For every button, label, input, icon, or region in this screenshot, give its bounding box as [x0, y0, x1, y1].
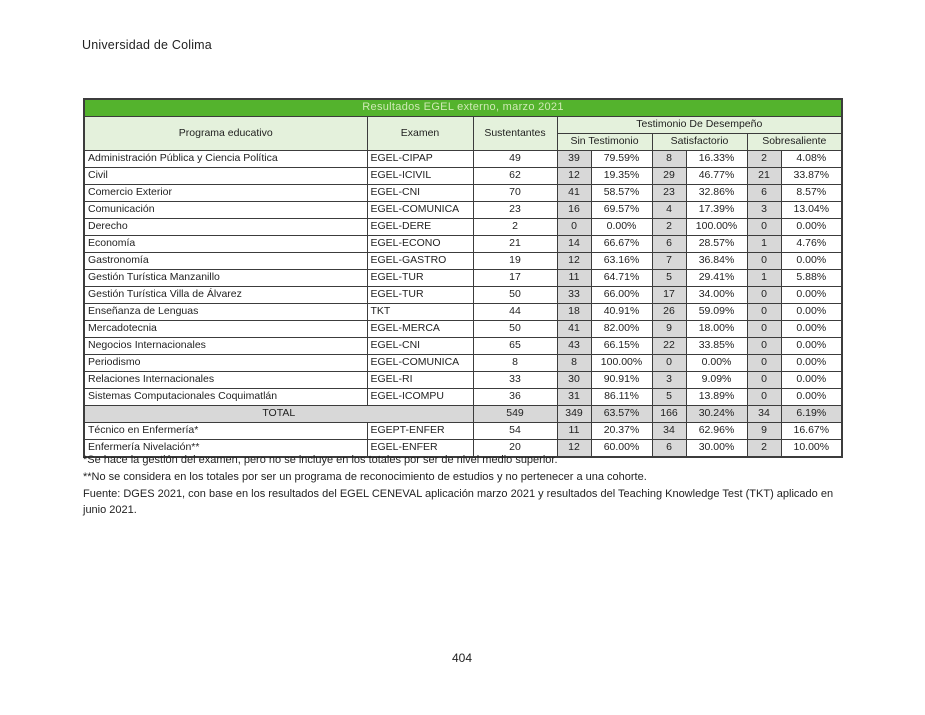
cell-sob-n: 2	[747, 151, 781, 168]
column-header-examen: Examen	[367, 117, 473, 151]
table-title: Resultados EGEL externo, marzo 2021	[84, 99, 842, 117]
cell-examen: TKT	[367, 304, 473, 321]
table-row	[84, 372, 842, 389]
cell-programa: Gestión Turística Manzanillo	[84, 270, 367, 287]
cell-sustentantes: 50	[473, 287, 557, 304]
cell-sat-n: 2	[652, 219, 686, 236]
cell-st-n: 31	[557, 389, 591, 406]
cell-sob-pct: 4.08%	[781, 151, 842, 168]
cell-sustentantes: 17	[473, 270, 557, 287]
cell-sustentantes: 20	[473, 440, 557, 458]
cell-sob-n: 0	[747, 253, 781, 270]
table-row	[84, 355, 842, 372]
cell-examen: EGEL-COMUNICA	[367, 202, 473, 219]
cell-sat-n: 6	[652, 236, 686, 253]
cell-examen: EGEL-ICOMPU	[367, 389, 473, 406]
cell-sob-n: 6	[747, 185, 781, 202]
cell-sat-n: 23	[652, 185, 686, 202]
cell-sob-n: 0	[747, 287, 781, 304]
cell-sat-n: 3	[652, 372, 686, 389]
table-header	[84, 99, 842, 151]
cell-sat-pct: 33.85%	[686, 338, 747, 355]
cell-st-n: 0	[557, 219, 591, 236]
cell-st-pct: 79.59%	[591, 151, 652, 168]
cell-sob-n: 0	[747, 389, 781, 406]
cell-examen: EGEL-ICIVIL	[367, 168, 473, 185]
cell-st-n: 41	[557, 185, 591, 202]
cell-programa: Enseñanza de Lenguas	[84, 304, 367, 321]
cell-sat-n: 6	[652, 440, 686, 458]
cell-programa: Periodismo	[84, 355, 367, 372]
cell-sustentantes: 54	[473, 423, 557, 440]
cell-programa: Sistemas Computacionales Coquimatlán	[84, 389, 367, 406]
cell-st-pct: 90.91%	[591, 372, 652, 389]
cell-sat-n: 0	[652, 355, 686, 372]
cell-sob-n: 9	[747, 423, 781, 440]
cell-examen: EGEL-DERE	[367, 219, 473, 236]
cell-sat-n: 7	[652, 253, 686, 270]
cell-sustentantes: 23	[473, 202, 557, 219]
total-cell-st-n: 349	[557, 406, 591, 423]
cell-st-pct: 58.57%	[591, 185, 652, 202]
cell-sob-pct: 0.00%	[781, 321, 842, 338]
table-row	[84, 219, 842, 236]
cell-programa: Técnico en Enfermería*	[84, 423, 367, 440]
table-row	[84, 168, 842, 185]
cell-sat-n: 29	[652, 168, 686, 185]
total-row	[84, 406, 842, 423]
cell-st-pct: 40.91%	[591, 304, 652, 321]
cell-sob-pct: 0.00%	[781, 304, 842, 321]
cell-st-pct: 64.71%	[591, 270, 652, 287]
cell-sat-pct: 17.39%	[686, 202, 747, 219]
cell-sob-pct: 0.00%	[781, 219, 842, 236]
table-row	[84, 287, 842, 304]
cell-sat-pct: 18.00%	[686, 321, 747, 338]
cell-sat-pct: 16.33%	[686, 151, 747, 168]
cell-sat-pct: 36.84%	[686, 253, 747, 270]
cell-sat-pct: 46.77%	[686, 168, 747, 185]
cell-sustentantes: 49	[473, 151, 557, 168]
cell-st-n: 14	[557, 236, 591, 253]
cell-sustentantes: 70	[473, 185, 557, 202]
cell-sob-pct: 8.57%	[781, 185, 842, 202]
table-row	[84, 389, 842, 406]
cell-examen: EGEL-COMUNICA	[367, 355, 473, 372]
cell-sob-pct: 16.67%	[781, 423, 842, 440]
table-row	[84, 270, 842, 287]
cell-programa: Comunicación	[84, 202, 367, 219]
table-row	[84, 185, 842, 202]
cell-sat-pct: 100.00%	[686, 219, 747, 236]
document-header: Universidad de Colima	[82, 38, 212, 52]
cell-sob-n: 2	[747, 440, 781, 458]
cell-st-pct: 20.37%	[591, 423, 652, 440]
cell-sob-pct: 13.04%	[781, 202, 842, 219]
cell-sat-pct: 28.57%	[686, 236, 747, 253]
cell-sustentantes: 2	[473, 219, 557, 236]
total-label: TOTAL	[84, 406, 473, 423]
cell-sustentantes: 44	[473, 304, 557, 321]
cell-programa: Civil	[84, 168, 367, 185]
cell-examen: EGEL-MERCA	[367, 321, 473, 338]
cell-sat-n: 22	[652, 338, 686, 355]
cell-sat-n: 26	[652, 304, 686, 321]
cell-programa: Mercadotecnia	[84, 321, 367, 338]
cell-examen: EGEL-ECONO	[367, 236, 473, 253]
cell-sob-n: 3	[747, 202, 781, 219]
cell-sat-n: 17	[652, 287, 686, 304]
total-cell-sustentantes: 549	[473, 406, 557, 423]
page-number: 404	[451, 651, 473, 665]
cell-programa: Gestión Turística Villa de Álvarez	[84, 287, 367, 304]
cell-sat-pct: 62.96%	[686, 423, 747, 440]
column-header-sin-testimonio: Sin Testimonio	[557, 134, 652, 151]
cell-st-pct: 82.00%	[591, 321, 652, 338]
table-row	[84, 304, 842, 321]
cell-st-pct: 66.00%	[591, 287, 652, 304]
cell-sob-n: 0	[747, 372, 781, 389]
cell-sustentantes: 19	[473, 253, 557, 270]
cell-st-pct: 100.00%	[591, 355, 652, 372]
cell-sat-pct: 9.09%	[686, 372, 747, 389]
cell-st-n: 12	[557, 168, 591, 185]
cell-st-pct: 19.35%	[591, 168, 652, 185]
total-cell-sat-pct: 30.24%	[686, 406, 747, 423]
footnote-2: **No se considera en los totales por ser un programa de reconocimiento de estudios y no pertenecer a una cohorte.	[83, 471, 647, 483]
table-row	[84, 253, 842, 270]
cell-sob-n: 1	[747, 270, 781, 287]
cell-sob-n: 0	[747, 304, 781, 321]
cell-st-pct: 66.67%	[591, 236, 652, 253]
cell-sob-pct: 4.76%	[781, 236, 842, 253]
cell-sustentantes: 36	[473, 389, 557, 406]
cell-st-n: 8	[557, 355, 591, 372]
column-header-programa: Programa educativo	[84, 117, 367, 151]
cell-programa: Negocios Internacionales	[84, 338, 367, 355]
cell-examen: EGEL-RI	[367, 372, 473, 389]
cell-sob-n: 0	[747, 355, 781, 372]
cell-sat-n: 5	[652, 270, 686, 287]
cell-examen: EGEL-ENFER	[367, 440, 473, 458]
cell-sat-pct: 29.41%	[686, 270, 747, 287]
cell-sustentantes: 21	[473, 236, 557, 253]
cell-sat-n: 34	[652, 423, 686, 440]
cell-st-n: 12	[557, 440, 591, 458]
cell-sat-pct: 0.00%	[686, 355, 747, 372]
cell-sat-pct: 34.00%	[686, 287, 747, 304]
footnote-source: Fuente: DGES 2021, con base en los resultados del EGEL CENEVAL aplicación marzo 2021 y resultados del Teaching Knowledge Test (TKT) aplicado en junio 2021.	[83, 488, 834, 516]
column-header-sobresaliente: Sobresaliente	[747, 134, 842, 151]
cell-sat-pct: 30.00%	[686, 440, 747, 458]
column-header-satisfactorio: Satisfactorio	[652, 134, 747, 151]
cell-sat-n: 9	[652, 321, 686, 338]
cell-st-n: 11	[557, 270, 591, 287]
cell-sob-n: 0	[747, 338, 781, 355]
cell-st-pct: 66.15%	[591, 338, 652, 355]
total-cell-st-pct: 63.57%	[591, 406, 652, 423]
table-row	[84, 338, 842, 355]
cell-sustentantes: 33	[473, 372, 557, 389]
cell-sat-n: 5	[652, 389, 686, 406]
cell-st-pct: 69.57%	[591, 202, 652, 219]
column-header-testimonio-group: Testimonio De Desempeño	[557, 117, 842, 134]
total-cell-sob-pct: 6.19%	[781, 406, 842, 423]
cell-sob-n: 1	[747, 236, 781, 253]
cell-examen: EGEL-GASTRO	[367, 253, 473, 270]
cell-programa: Administración Pública y Ciencia Política	[84, 151, 367, 168]
cell-sustentantes: 62	[473, 168, 557, 185]
cell-st-n: 39	[557, 151, 591, 168]
cell-st-n: 11	[557, 423, 591, 440]
cell-examen: EGEL-CNI	[367, 338, 473, 355]
results-table-wrapper	[83, 98, 841, 458]
cell-sustentantes: 50	[473, 321, 557, 338]
table-body	[84, 151, 842, 458]
table-row	[84, 321, 842, 338]
cell-sat-n: 4	[652, 202, 686, 219]
cell-sob-pct: 0.00%	[781, 389, 842, 406]
cell-st-pct: 60.00%	[591, 440, 652, 458]
cell-st-pct: 0.00%	[591, 219, 652, 236]
cell-sat-n: 8	[652, 151, 686, 168]
cell-st-n: 16	[557, 202, 591, 219]
cell-examen: EGEL-CIPAP	[367, 151, 473, 168]
cell-st-n: 18	[557, 304, 591, 321]
cell-programa: Gastronomía	[84, 253, 367, 270]
cell-sat-pct: 13.89%	[686, 389, 747, 406]
cell-sob-n: 0	[747, 219, 781, 236]
cell-programa: Relaciones Internacionales	[84, 372, 367, 389]
cell-examen: EGEL-TUR	[367, 270, 473, 287]
column-header-sustentantes: Sustentantes	[473, 117, 557, 151]
cell-sob-pct: 5.88%	[781, 270, 842, 287]
cell-st-pct: 63.16%	[591, 253, 652, 270]
total-cell-sat-n: 166	[652, 406, 686, 423]
cell-sob-pct: 0.00%	[781, 355, 842, 372]
table-row	[84, 202, 842, 219]
cell-sob-pct: 0.00%	[781, 338, 842, 355]
table-row-excluded	[84, 423, 842, 440]
cell-programa: Comercio Exterior	[84, 185, 367, 202]
cell-sob-pct: 0.00%	[781, 372, 842, 389]
cell-sob-n: 0	[747, 321, 781, 338]
cell-sob-n: 21	[747, 168, 781, 185]
table-row	[84, 151, 842, 168]
cell-sat-pct: 59.09%	[686, 304, 747, 321]
results-table	[83, 98, 843, 458]
cell-programa: Derecho	[84, 219, 367, 236]
footnotes	[83, 452, 849, 519]
cell-sob-pct: 0.00%	[781, 253, 842, 270]
cell-programa: Economía	[84, 236, 367, 253]
cell-sob-pct: 33.87%	[781, 168, 842, 185]
cell-sat-pct: 32.86%	[686, 185, 747, 202]
cell-st-n: 12	[557, 253, 591, 270]
cell-sob-pct: 10.00%	[781, 440, 842, 458]
cell-st-n: 33	[557, 287, 591, 304]
cell-programa: Enfermería Nivelación**	[84, 440, 367, 458]
header-row-1	[84, 117, 842, 134]
cell-st-n: 43	[557, 338, 591, 355]
table-row	[84, 236, 842, 253]
cell-sustentantes: 65	[473, 338, 557, 355]
cell-examen: EGEPT-ENFER	[367, 423, 473, 440]
table-title-row	[84, 99, 842, 117]
cell-st-pct: 86.11%	[591, 389, 652, 406]
cell-st-n: 41	[557, 321, 591, 338]
cell-examen: EGEL-CNI	[367, 185, 473, 202]
footnote-1: *Se hace la gestión del examen, pero no se incluye en los totales por ser de nivel medio superior.	[83, 454, 558, 466]
cell-st-n: 30	[557, 372, 591, 389]
cell-sustentantes: 8	[473, 355, 557, 372]
cell-sob-pct: 0.00%	[781, 287, 842, 304]
total-cell-sob-n: 34	[747, 406, 781, 423]
cell-examen: EGEL-TUR	[367, 287, 473, 304]
